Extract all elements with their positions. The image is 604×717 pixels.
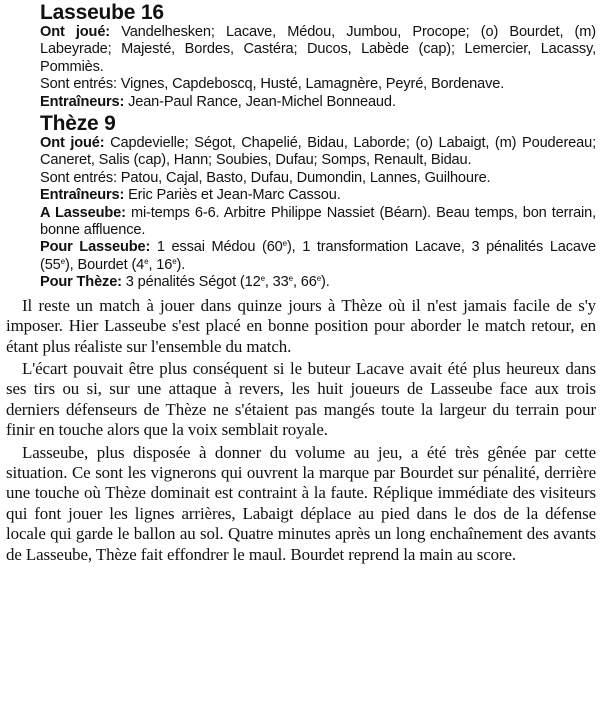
coaches-label: Entraîneurs: <box>40 93 125 110</box>
venue-label: A Lasseube: <box>40 204 126 221</box>
team1-coaches <box>40 94 596 111</box>
ordinal-mark: e <box>316 274 321 284</box>
scoring-lasseube <box>40 239 596 274</box>
team2-heading: Thèze 9 <box>40 112 116 136</box>
coaches-text: Jean-Paul Rance, Jean-Michel Bonneaud. <box>124 93 396 110</box>
scoring-label: Pour Lasseube: <box>40 239 151 256</box>
article-paragraph-3: Lasseube, plus disposée à donner du volume au jeu, a été très gênée par cette situation. Ce sont les vignerons qui ouvrent la marque par Bourdet sur pénalité, derrière une touche où Thèze dominait est contraint à la faute. Réplique immédiate des visiteurs qui font jouer les lignes arrières, Labaigt déplace au pied dans le dos de la défense locale qui garde le ballon au sol. Quatre minutes après un long enchaînement des avants de Lasseube, Thèze fait effondrer le maul. Bourdet reprend la main au score. <box>6 442 596 564</box>
scoring-text: ). <box>176 256 186 273</box>
scoring-text: 3 pénalités Ségot (12 <box>121 274 261 291</box>
played-label: Ont joué: <box>40 24 110 40</box>
team2-subs: Sont entrés: Patou, Cajal, Basto, Dufau, Dumondin, Lannes, Guilhoure. <box>40 169 491 186</box>
played-text: Capdevielle; Ségot, Chapelié, Bidau, Laborde; (o) Labaigt, (m) Poudereau; Caneret, Salis (cap), Hann; Soubies, Dufau; Somps, Renault, Bidau. <box>40 135 596 169</box>
venue-text: mi-temps 6-6. Arbitre Philippe Nassiet (Béarn). Beau temps, bon terrain, bonne affluence. <box>40 204 597 239</box>
scoring-text: , 66 <box>292 274 317 291</box>
team2-coaches <box>40 187 596 204</box>
scoring-theze <box>40 274 596 291</box>
match-venue <box>40 205 596 240</box>
team2-lineup <box>40 135 596 292</box>
team1-played <box>40 24 596 76</box>
article-paragraph-1: Il reste un match à jouer dans quinze jours à Thèze où il n'est jamais facile de s'y imposer. Hier Lasseube s'est placé en bonne position pour aborder le match retour, en étant plus réaliste sur l'ensemble du match. <box>6 295 596 356</box>
ordinal-mark: e <box>172 256 177 266</box>
ordinal-mark: e <box>282 239 287 249</box>
scoring-text: , 33 <box>264 274 289 291</box>
team1-heading: Lasseube 16 <box>40 1 164 24</box>
scoring-label: Pour Thèze: <box>40 274 122 291</box>
ordinal-mark: e <box>60 256 65 266</box>
scoring-text: 1 essai Médou (60 <box>150 239 283 256</box>
article-body <box>6 296 596 565</box>
coaches-label: Entraîneurs: <box>40 187 125 204</box>
team2-played <box>40 135 596 170</box>
played-label: Ont joué: <box>40 135 105 152</box>
ordinal-mark: e <box>144 256 149 266</box>
ordinal-mark: e <box>260 274 265 284</box>
article-paragraph-2: L'écart pouvait être plus conséquent si le buteur Lacave avait été plus heureux dans ses tirs ou si, sur une attaque à revers, les huit joueurs de Lasseube face aux trois derniers défenseurs de Thèze ne s'étaient pas mangés toute la largeur du terrain pour finir en touche alors que la voix semblait royale. <box>6 358 596 440</box>
ordinal-mark: e <box>288 274 293 284</box>
scoring-text: ), Bourdet (4 <box>64 256 145 273</box>
article-page <box>0 2 604 717</box>
scoring-text: , 16 <box>148 256 173 273</box>
team1-subs: Sont entrés: Vignes, Capdeboscq, Husté, Lamagnère, Peyré, Bordenave. <box>40 76 505 93</box>
team1-lineup <box>40 24 596 111</box>
played-text: Vandelhesken; Lacave, Médou, Jumbou, Procope; (o) Bourdet, (m) Labeyrade; Majesté, Bordes, Castéra; Ducos, Labède (cap); Lemercier, Lacassy, Pommiès. <box>40 24 596 75</box>
coaches-text: Eric Pariès et Jean-Marc Cassou. <box>124 187 341 204</box>
scoring-text: ). <box>321 274 330 291</box>
scoring-text: ), 1 transformation Lacave, 3 pénalités Lacave (55 <box>40 239 596 273</box>
